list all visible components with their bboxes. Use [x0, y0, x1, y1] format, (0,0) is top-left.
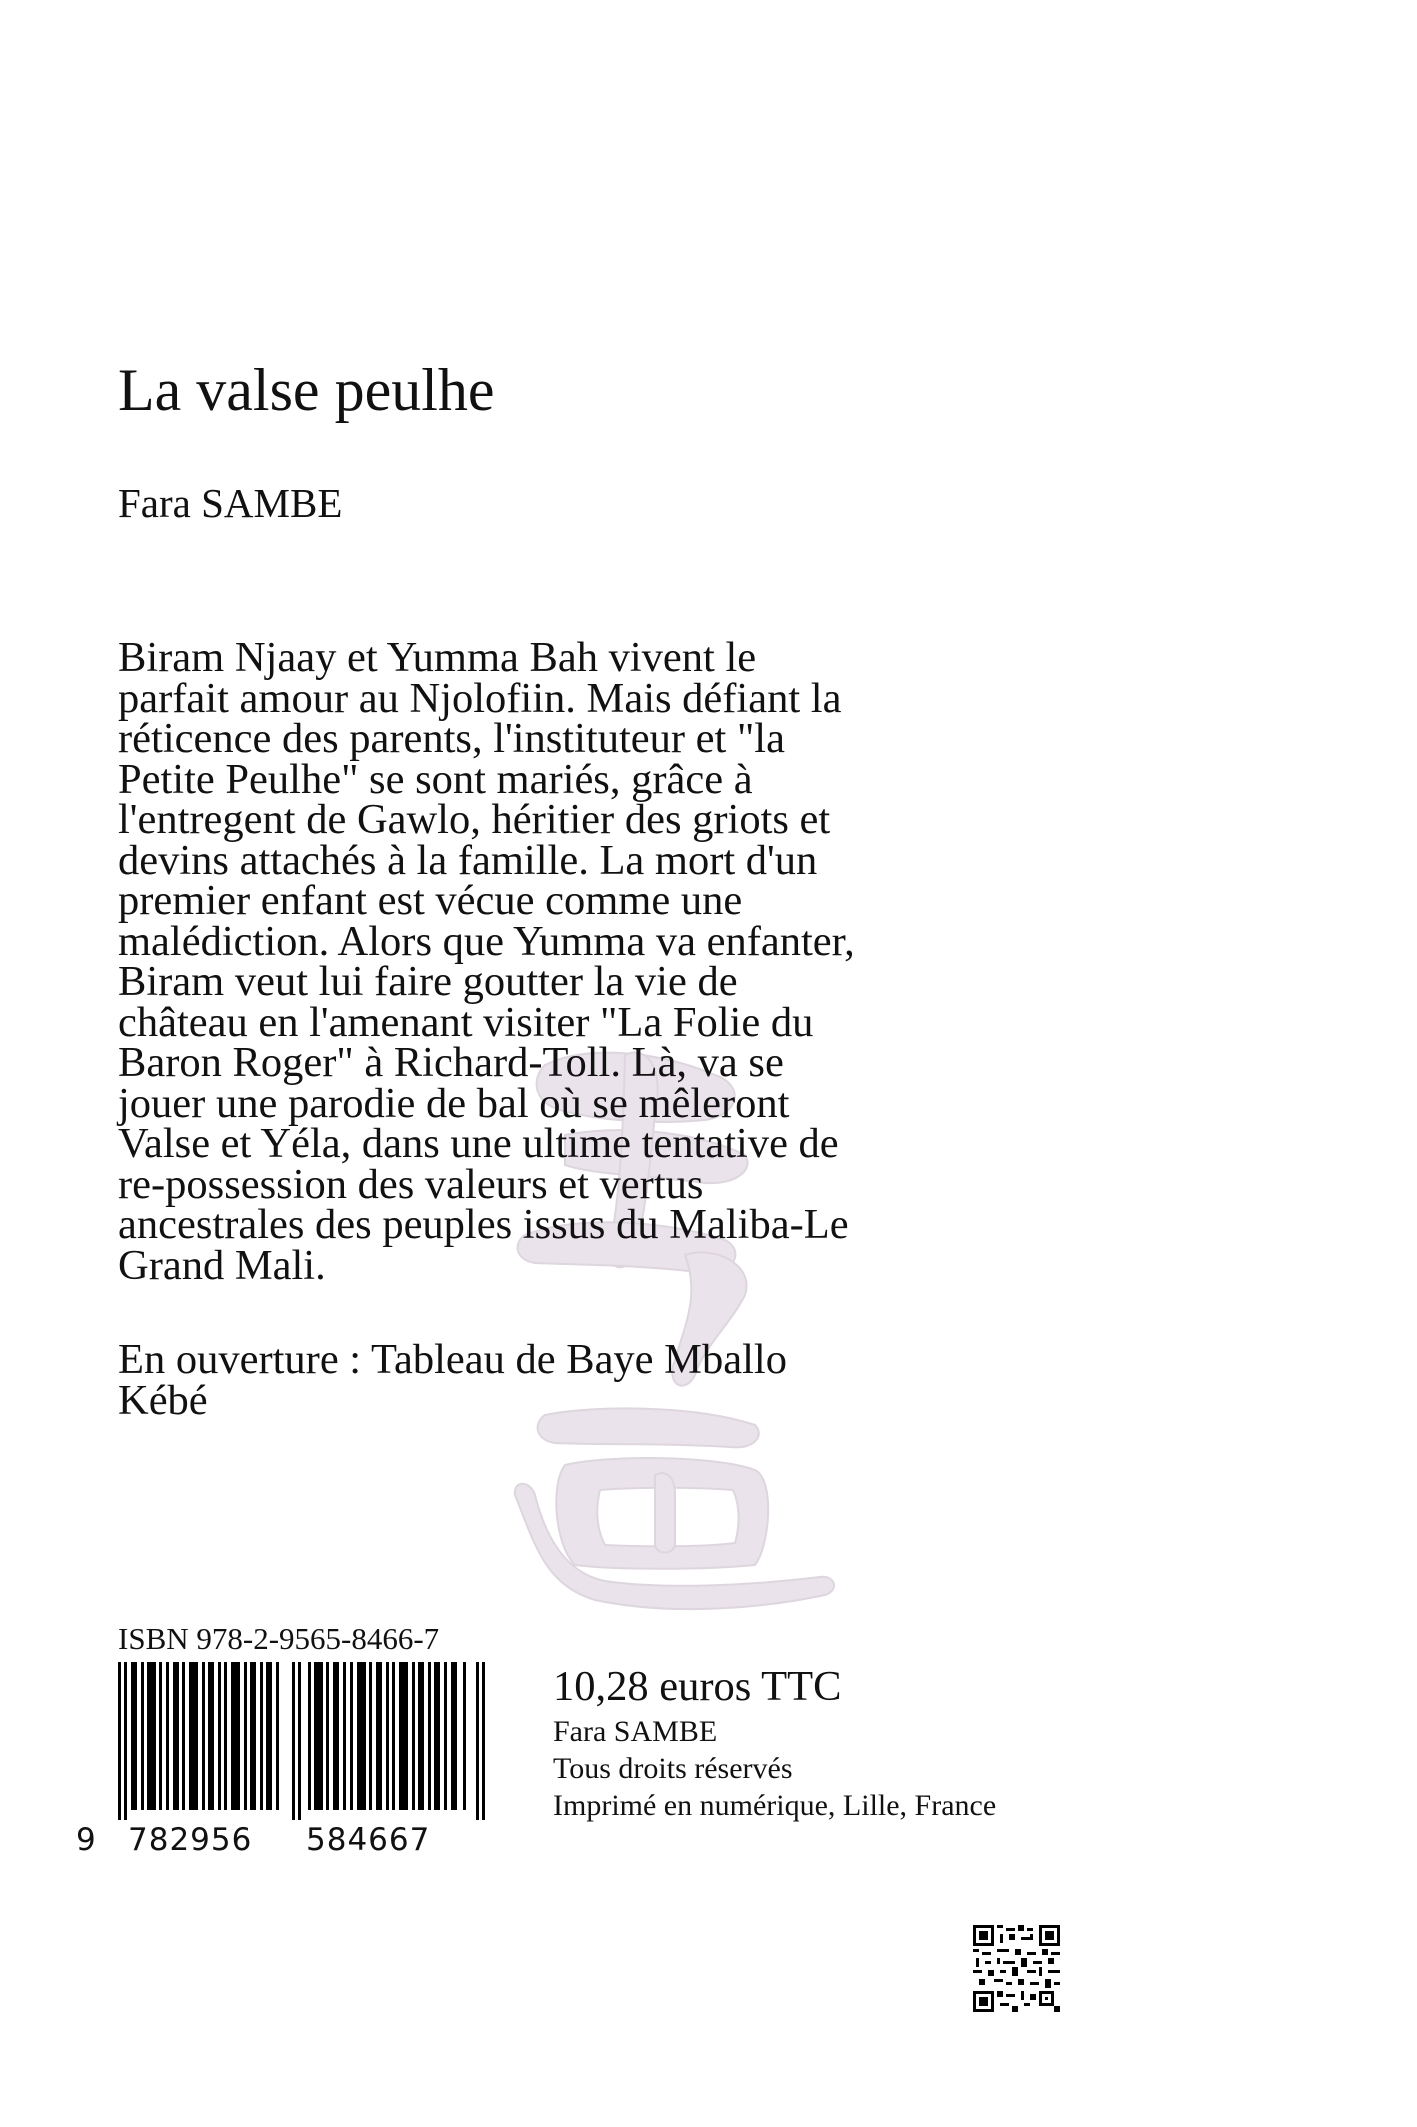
blurb-line: malédiction. Alors que Yumma va enfanter, [118, 917, 855, 965]
publication-info [553, 1713, 996, 1824]
blurb-text [118, 634, 1078, 1289]
blurb-line: Biram veut lui faire goutter la vie de [118, 958, 738, 1005]
blurb-line: parfait amour au Njolofiin. Mais défiant la [118, 674, 842, 722]
blurb-line: l'entregent de Gawlo, héritier des griots et [118, 796, 831, 843]
blurb-line: re-possession des valeurs et vertus [118, 1160, 704, 1208]
blurb-line: Petite Peulhe" se sont mariés, grâce à [118, 755, 753, 803]
blurb-line: devins attachés à la famille. La mort d'un [118, 836, 818, 884]
book-title: La valse peulhe [118, 357, 495, 423]
barcode-icon [118, 1662, 488, 1820]
blurb-line: premier enfant est vécue comme une [118, 877, 743, 924]
opening-line: En ouverture : Tableau de Baye Mballo [118, 1336, 787, 1383]
barcode-group-1: 782956 [128, 1822, 253, 1858]
barcode-first-digit: 9 [76, 1822, 97, 1858]
opening-line: Kébé [118, 1376, 208, 1424]
qr-code-icon [973, 1925, 1060, 2012]
blurb-line: château en l'amenant visiter "La Folie du [118, 998, 814, 1046]
rights-notice: Tous droits réservés [553, 1752, 793, 1785]
publisher-name: Fara SAMBE [553, 1715, 718, 1748]
blurb-line: Baron Roger" à Richard-Toll. Là, va se [118, 1039, 784, 1086]
book-author: Fara SAMBE [118, 480, 343, 526]
barcode-group-2: 584667 [306, 1822, 431, 1858]
blurb-line: Valse et Yéla, dans une ultime tentative de [118, 1120, 839, 1167]
blurb-line: jouer une parodie de bal où se mêleront [118, 1079, 790, 1127]
opening-credit [118, 1336, 787, 1424]
blurb-line: réticence des parents, l'instituteur et "la [118, 715, 785, 762]
price: 10,28 euros TTC [553, 1663, 842, 1710]
blurb-line: Grand Mali. [118, 1241, 326, 1289]
blurb-line: Biram Njaay et Yumma Bah vivent le [118, 634, 757, 681]
isbn-label: ISBN 978-2-9565-8466-7 [118, 1621, 440, 1656]
printing-info: Imprimé en numérique, Lille, France [553, 1789, 997, 1822]
blurb-line: ancestrales des peuples issus du Maliba-Le [118, 1201, 849, 1248]
